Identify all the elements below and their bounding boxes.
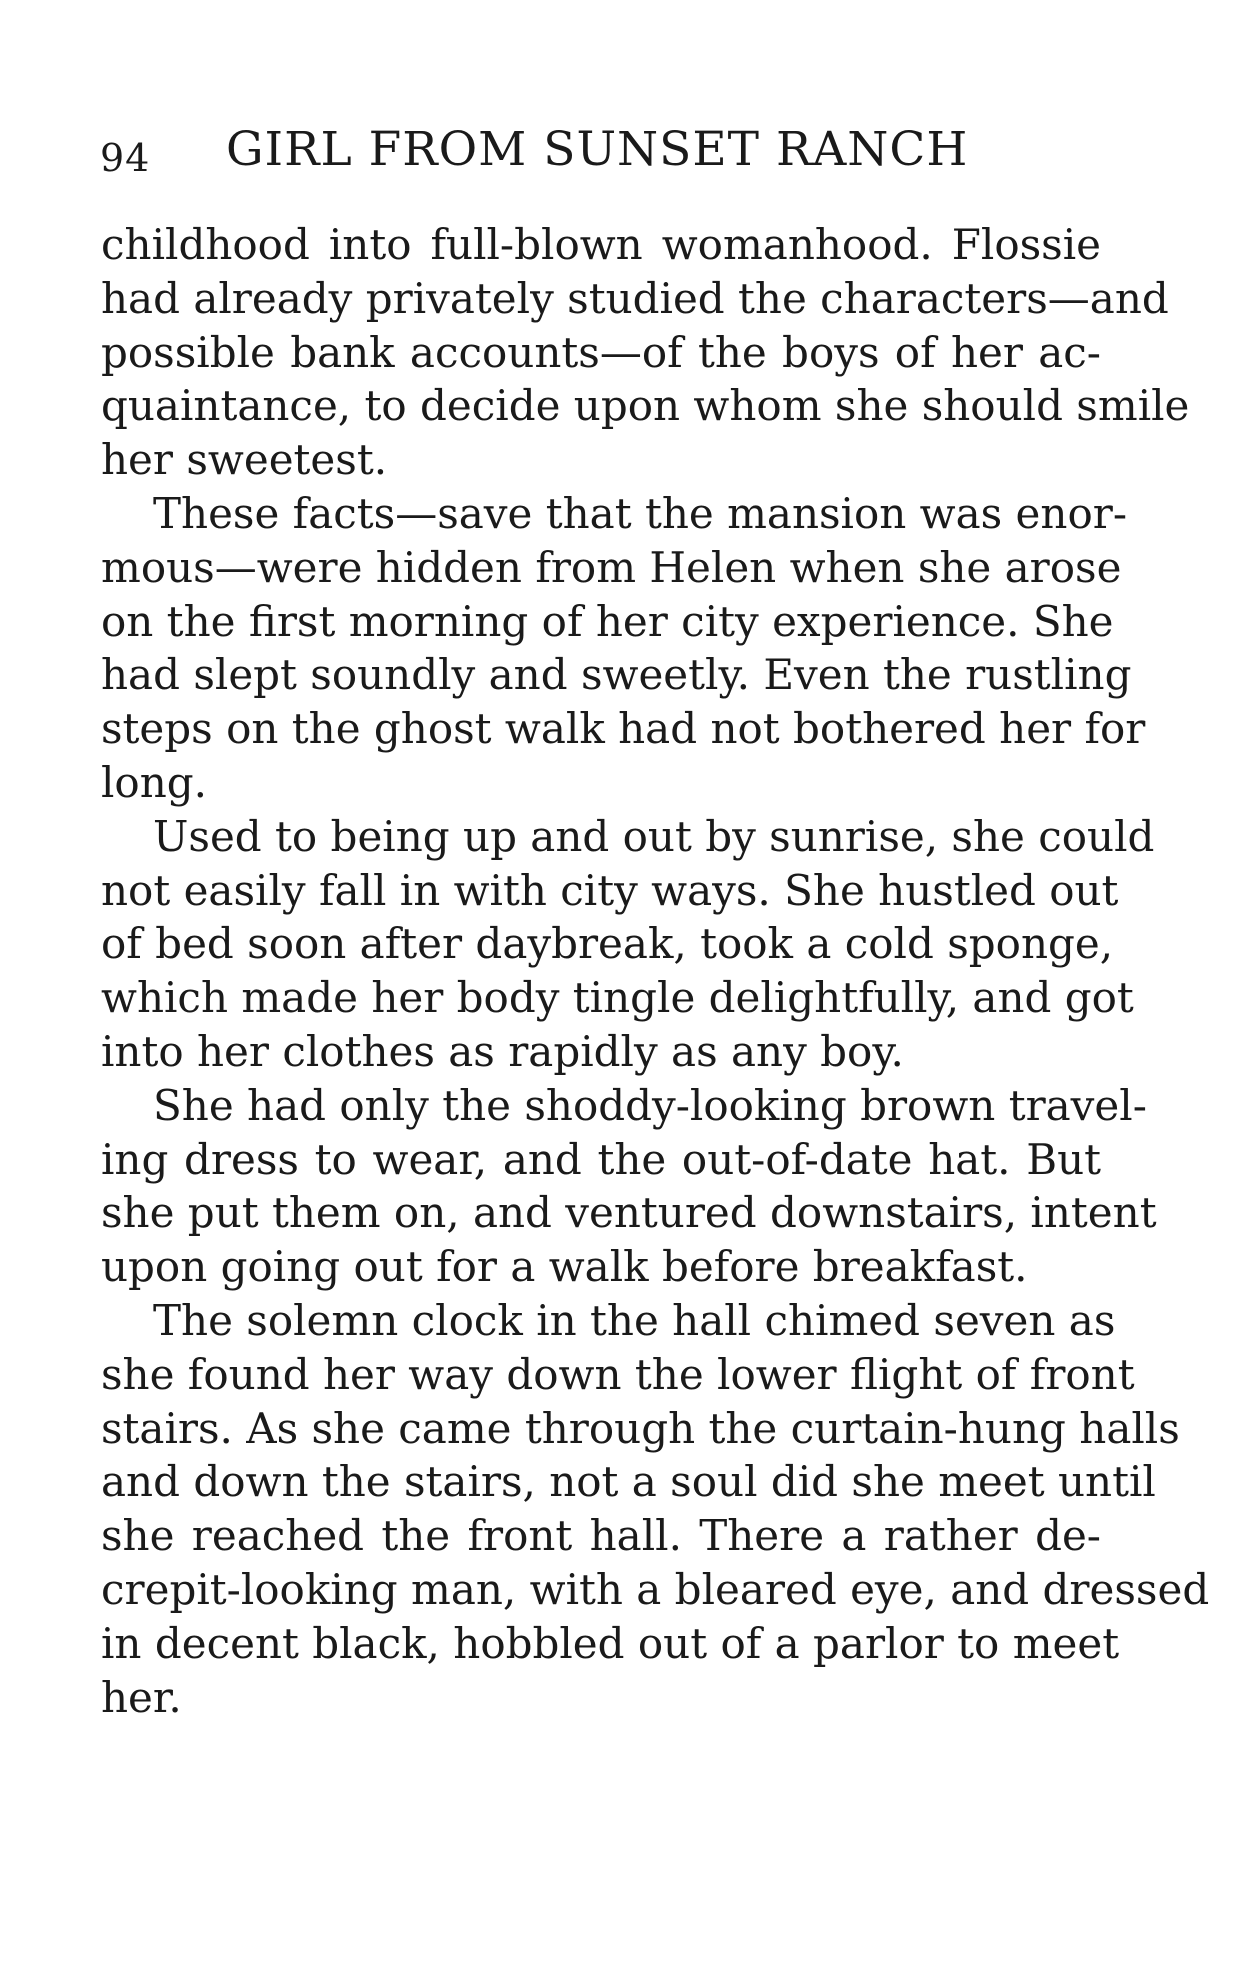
- text-line: possible bank accounts—of the boys of her ac-: [101, 327, 1101, 377]
- text-line: steps on the ghost walk had not bothered her for: [101, 704, 1146, 754]
- text-line: she reached the front hall. There a rather de-: [101, 1511, 1101, 1561]
- text-line: not easily fall in with city ways. She hustled out: [101, 865, 1119, 915]
- body-text: [101, 218, 1210, 1724]
- text-line: long.: [101, 757, 208, 807]
- text-line: quaintance, to decide upon whom she should smile: [101, 381, 1190, 431]
- paragraph: [101, 1294, 1210, 1724]
- paragraph: [101, 218, 1190, 487]
- text-line: crepit-looking man, with a bleared eye, and dressed: [101, 1564, 1210, 1614]
- text-line: She had only the shoddy-looking brown travel-: [153, 1080, 1147, 1130]
- text-line: she found her way down the lower flight of front: [101, 1349, 1135, 1399]
- running-title: GIRL FROM SUNSET RANCH: [226, 122, 969, 177]
- paragraph: [101, 487, 1146, 810]
- text-line: on the first morning of her city experience. She: [101, 596, 1114, 646]
- text-line: ing dress to wear, and the out-of-date hat. But: [101, 1134, 1101, 1184]
- text-line: of bed soon after daybreak, took a cold sponge,: [101, 919, 1114, 969]
- paragraph: [101, 810, 1155, 1079]
- text-line: in decent black, hobbled out of a parlor to meet: [101, 1618, 1120, 1668]
- text-line: stairs. As she came through the curtain-hung halls: [101, 1403, 1180, 1453]
- text-line: she put them on, and ventured downstairs, intent: [101, 1188, 1157, 1238]
- text-line: her sweetest.: [101, 435, 388, 485]
- text-line: and down the stairs, not a soul did she meet until: [101, 1457, 1156, 1507]
- text-line: childhood into full-blown womanhood. Flossie: [101, 220, 1101, 269]
- text-line: upon going out for a walk before breakfast.: [101, 1242, 1028, 1292]
- text-line: into her clothes as rapidly as any boy.: [101, 1026, 904, 1076]
- paragraph: [101, 1079, 1157, 1294]
- page-number: 94: [100, 136, 151, 180]
- text-line: The solemn clock in the hall chimed seven as: [153, 1295, 1116, 1345]
- text-line: Used to being up and out by sunrise, she could: [153, 811, 1155, 861]
- text-line: her.: [101, 1672, 182, 1722]
- text-line: had slept soundly and sweetly. Even the rustling: [101, 650, 1132, 700]
- text-line: mous—were hidden from Helen when she arose: [101, 542, 1122, 592]
- text-line: had already privately studied the characters—and: [101, 273, 1169, 323]
- running-head: [100, 122, 1080, 192]
- text-line: These facts—save that the mansion was enor-: [153, 488, 1128, 538]
- text-line: which made her body tingle delightfully, and got: [101, 973, 1134, 1023]
